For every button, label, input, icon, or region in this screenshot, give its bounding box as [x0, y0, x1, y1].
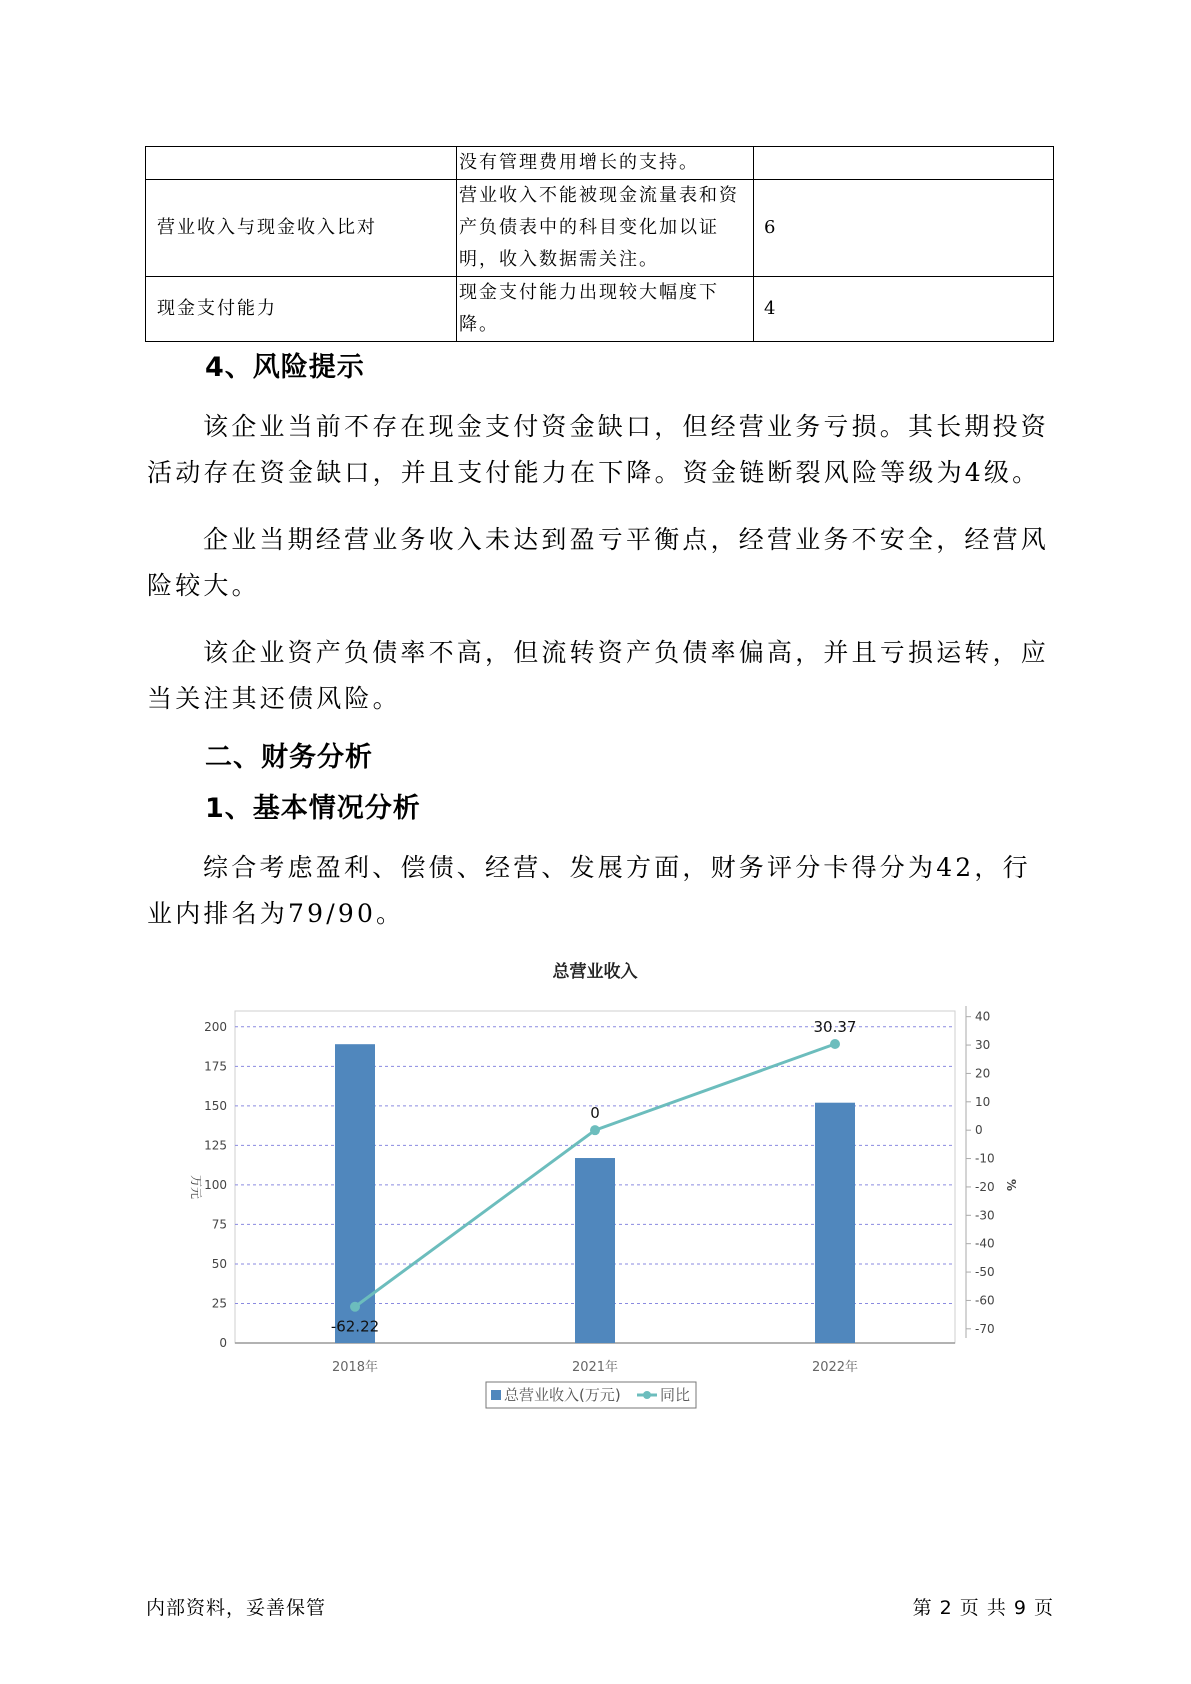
y-tick-label: 50 — [211, 1256, 227, 1271]
table-cell-score: 6 — [754, 180, 1054, 277]
y-tick-label: 0 — [219, 1336, 227, 1350]
bar — [815, 1103, 855, 1343]
chart-title: 总营业收入 — [552, 962, 638, 982]
risk-heading: 4、风险提示 — [205, 352, 365, 383]
table-cell-desc: 营业收入不能被现金流量表和资产负债表中的科目变化加以证明，收入数据需关注。 — [457, 180, 754, 277]
subsection-heading: 1、基本情况分析 — [205, 793, 421, 824]
footer-note: 内部资料，妥善保管 — [146, 1597, 327, 1619]
table-cell-item: 营业收入与现金收入比对 — [146, 180, 457, 277]
analysis-paragraph: 综合考虑盈利、偿债、经营、发展方面，财务评分卡得分为42，行业内排名为79/90。 — [147, 853, 1031, 928]
y2-tick-label: -20 — [975, 1179, 995, 1194]
y-tick-label: 150 — [204, 1098, 227, 1113]
legend-marker-line — [643, 1391, 651, 1399]
y-tick-label: 125 — [204, 1138, 227, 1153]
bar — [575, 1158, 615, 1343]
revenue-chart — [170, 958, 1040, 1418]
x-tick-label: 2018年 — [331, 1360, 379, 1375]
data-label: 0 — [590, 1104, 600, 1123]
y-axis-label: 万元 — [189, 1174, 203, 1200]
y2-tick-label: -10 — [975, 1151, 995, 1166]
risk-table — [145, 146, 1054, 342]
table-cell-item — [146, 147, 457, 180]
section-heading: 二、财务分析 — [205, 742, 373, 773]
y2-tick-label: -30 — [975, 1208, 995, 1223]
table-row — [146, 277, 1054, 342]
table-cell-item: 现金支付能力 — [146, 277, 457, 342]
y-tick-label: 175 — [204, 1059, 227, 1074]
page-number: 第 2 页 共 9 页 — [912, 1597, 1054, 1619]
y2-tick-label: 10 — [975, 1094, 991, 1109]
x-tick-label: 2022年 — [811, 1360, 859, 1375]
risk-paragraph-2: 企业当期经营业务收入未达到盈亏平衡点，经营业务不安全，经营风险较大。 — [147, 525, 1050, 600]
y2-tick-label: -70 — [975, 1321, 995, 1336]
y-tick-label: 200 — [204, 1019, 227, 1034]
y2-tick-label: 0 — [975, 1123, 983, 1138]
table-row — [146, 147, 1054, 180]
table-cell-desc: 没有管理费用增长的支持。 — [457, 147, 754, 180]
y2-tick-label: 30 — [975, 1038, 991, 1053]
line-point — [590, 1125, 600, 1135]
table-cell-score — [754, 147, 1054, 180]
legend-swatch-bar — [491, 1390, 501, 1400]
line-point — [830, 1039, 840, 1049]
table-row — [146, 180, 1054, 277]
y2-axis-label: % — [1004, 1178, 1018, 1192]
x-tick-label: 2021年 — [571, 1360, 619, 1375]
y-tick-label: 25 — [211, 1296, 227, 1311]
legend-label-line: 同比 — [660, 1386, 691, 1404]
y2-tick-label: 40 — [975, 1009, 991, 1024]
data-label: -62.22 — [330, 1317, 380, 1336]
data-label: 30.37 — [813, 1018, 857, 1037]
risk-paragraph-1: 该企业当前不存在现金支付资金缺口，但经营业务亏损。其长期投资活动存在资金缺口，并且支付能力在下降。资金链断裂风险等级为4级。 — [147, 412, 1050, 487]
table-cell-desc: 现金支付能力出现较大幅度下降。 — [457, 277, 754, 342]
legend-label-bar: 总营业收入(万元) — [504, 1386, 621, 1404]
y2-tick-label: -60 — [975, 1293, 995, 1308]
y-tick-label: 100 — [204, 1177, 227, 1192]
y2-tick-label: 20 — [975, 1066, 991, 1081]
y2-tick-label: -40 — [975, 1236, 995, 1251]
line-point — [350, 1302, 360, 1312]
y-tick-label: 75 — [211, 1217, 227, 1232]
y2-tick-label: -50 — [975, 1265, 995, 1280]
risk-paragraph-3: 该企业资产负债率不高，但流转资产负债率偏高，并且亏损运转，应当关注其还债风险。 — [147, 638, 1050, 713]
table-cell-score: 4 — [754, 277, 1054, 342]
